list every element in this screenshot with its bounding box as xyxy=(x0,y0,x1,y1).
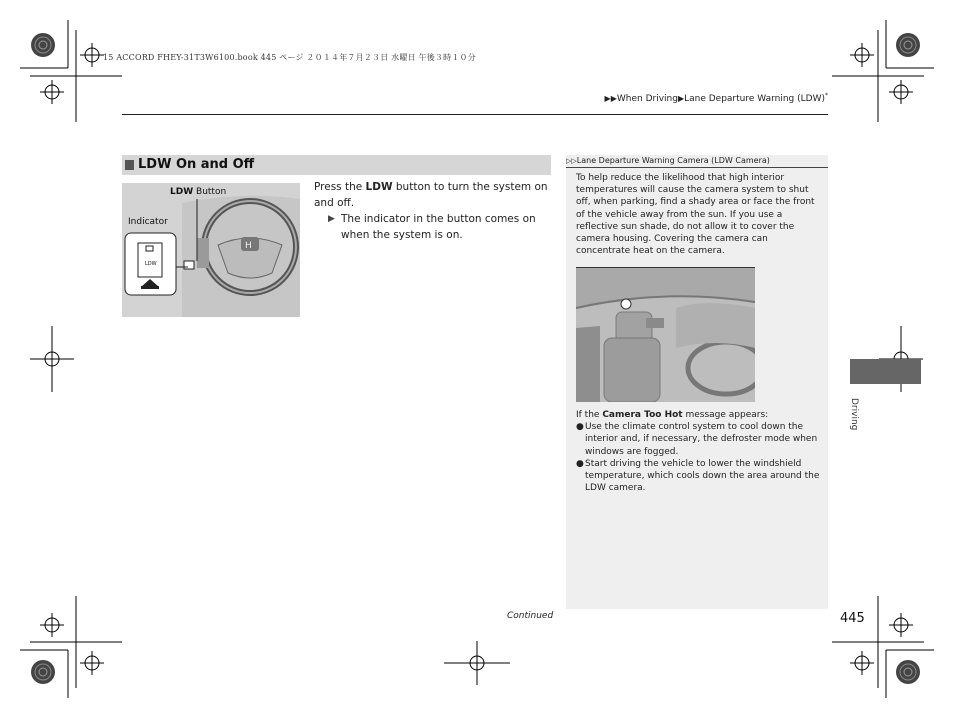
breadcrumb-arrow-icon: ▶▶ xyxy=(604,94,617,103)
sub-note: ▶ The indicator in the button comes on when the system is on. xyxy=(328,213,536,241)
double-arrow-icon: ▷▷ xyxy=(566,157,577,165)
ldw-button-figure xyxy=(122,183,300,317)
header-rule xyxy=(122,114,828,115)
chapter-tab xyxy=(850,359,921,384)
bullet-icon: ● xyxy=(576,422,584,433)
instruction-paragraph: Press the LDW button to turn the system on and off. xyxy=(314,181,548,209)
section-square-icon xyxy=(125,160,134,170)
list-item: ● Use the climate control system to cool down the interior and, if necessary, the defroster mode when windows are fogged. xyxy=(576,422,818,457)
continued-label: Continued xyxy=(507,611,554,621)
print-header: 15 ACCORD FHEY-31T3W6100.book 445 ページ ２０１４年７月２３日 水曜日 午後３時１０分 xyxy=(103,53,476,62)
bullet-icon: ● xyxy=(576,458,584,469)
dashboard-illustration xyxy=(122,183,300,317)
sidebar-paragraph: To help reduce the likelihood that high interior temperatures will cause the camera system to shut off, when parking, find a shady area or face the front of the vehicle away from the sun. If you use a reflective sun shade, do not allow it to cover the camera housing. Covering the camera can concentrate heat on the camera. xyxy=(576,173,815,257)
page-number: 445 xyxy=(840,611,865,626)
body-text xyxy=(314,179,550,243)
section-title: LDW On and Off xyxy=(138,157,255,172)
indicator-label: Indicator xyxy=(128,217,168,227)
condition-line: If the Camera Too Hot message appears: xyxy=(576,410,769,420)
breadcrumb xyxy=(605,92,828,104)
breadcrumb-item[interactable]: Lane Departure Warning (LDW) xyxy=(684,94,825,104)
camera-photo xyxy=(576,268,755,402)
sidebar-heading: ▷▷Lane Departure Warning Camera (LDW Camera) xyxy=(566,156,770,165)
svg-text:H: H xyxy=(245,241,252,251)
breadcrumb-arrow-icon: ▶ xyxy=(677,94,685,103)
triangle-bullet-icon: ▶ xyxy=(328,214,335,224)
camera-too-hot-section xyxy=(576,409,820,494)
asterisk: * xyxy=(825,92,828,99)
ldw-button-label: LDW Button xyxy=(170,187,227,197)
list-item: ● Start driving the vehicle to lower the windshield temperature, which cools down the area around the LDW camera. xyxy=(576,458,820,494)
chapter-tab-label: Driving xyxy=(849,398,859,431)
breadcrumb-item[interactable]: When Driving xyxy=(616,94,678,104)
ldw-button-text: LDW xyxy=(145,261,157,267)
car-interior-image xyxy=(576,268,755,402)
